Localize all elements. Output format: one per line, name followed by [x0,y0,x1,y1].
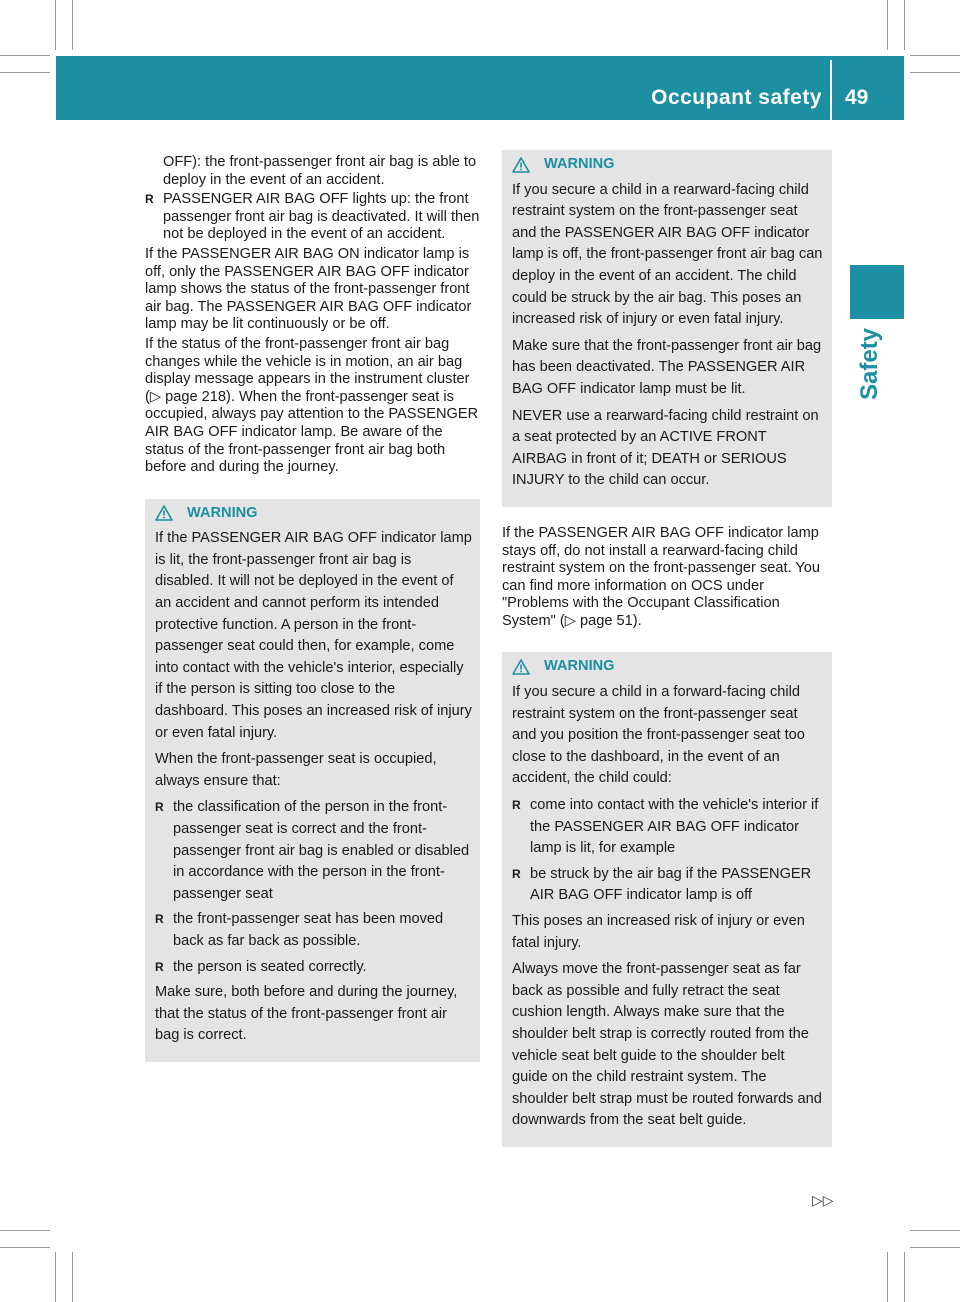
crop-mark [55,1252,56,1302]
warning-label: WARNING [187,504,258,521]
side-tab-label: Safety [856,327,883,400]
warning-label: WARNING [544,658,615,675]
crop-mark [910,1230,960,1231]
warning-heading [512,656,824,678]
list-item: R be struck by the air bag if the PASSENGER AIR BAG OFF indicator lamp is off [512,864,824,907]
paragraph: If the status of the front-passenger front air bag changes while the vehicle is in motion, an air bag display message appears in the instrument cluster (▷ page 218). When the front-passenger seat is occupied, always pay attention to the PASSENGER AIR BAG OFF indicator lamp. Be aware of the status of the front-passenger front air bag both before and during the journey. [145,335,479,476]
warning-triangle-icon [512,157,530,173]
warning-triangle-icon [512,659,530,675]
crop-mark [0,55,50,56]
list-item: R the person is seated correctly. [155,957,472,979]
paragraph: If the PASSENGER AIR BAG OFF indicator lamp stays off, do not install a rearward-facing child restraint system on the front-passenger seat. You can find more information on OCS under "Problems with the Occupant Classification System" (▷ page 51). [502,524,820,629]
warning-box [145,499,480,1062]
crop-mark [55,0,56,50]
continue-marker: ▷▷ [812,1192,834,1208]
warning-text: If you secure a child in a forward-facing child restraint system on the front-passenger seat and you position the front-passenger seat too close to the dashboard, in the event of an accident, the child could: [512,684,805,787]
crop-mark [0,1230,50,1231]
crop-mark [0,72,50,73]
crop-mark [904,0,905,50]
crop-mark [910,1247,960,1248]
warning-text: Make sure that the front-passenger front air bag has been deactivated. The PASSENGER AIR BAG OFF indicator lamp must be lit. [512,337,822,397]
section-title: Occupant safety [651,86,822,109]
crop-mark [72,0,73,50]
list-item: R the classification of the person in the front-passenger seat is correct and the front-passenger front air bag is enabled or disabled in accordance with the person in the front-passenger seat [155,797,472,905]
warning-triangle-icon [155,505,173,521]
header-separator [830,60,832,120]
warning-box [502,150,832,507]
warning-text: If you secure a child in a rearward-facing child restraint system on the front-passenger seat and the PASSENGER AIR BAG OFF indicator lamp is off, the front-passenger front air bag can deploy in the event of an accident. The child could be struck by the air bag. This poses an increased risk of injury or even fatal injury. [512,181,823,328]
warning-text: Make sure, both before and during the journey, that the status of the front-passenger front air bag is correct. [155,984,458,1044]
crop-mark [910,72,960,73]
right-column [502,154,832,1147]
list-item: R the front-passenger seat has been moved back as far back as possible. [155,909,472,952]
paragraph: If the PASSENGER AIR BAG ON indicator lamp is off, only the PASSENGER AIR BAG OFF indicator lamp shows the status of the front-passenger front air bag. The PASSENGER AIR BAG OFF indicator lamp may be lit continuously or be off. [145,245,472,333]
warning-heading [155,503,472,525]
list-item: R PASSENGER AIR BAG OFF lights up: the front passenger front air bag is deactivated. It will then not be deployed in the event of an accident. [145,191,480,244]
crop-mark [887,1252,888,1302]
warning-text: If the PASSENGER AIR BAG OFF indicator lamp is lit, the front-passenger front air bag is disabled. It will not be deployed in the event of an accident and cannot perform its intended protective function. A person in the front-passenger seat could then, for example, come into contact with the vehicle's interior, especially if the person is sitting too close to the dashboard. This poses an increased risk of injury or even fatal injury. [155,530,472,741]
warning-text: When the front-passenger seat is occupied, always ensure that: [155,751,437,789]
intro-continuation: OFF): the front-passenger front air bag is able to deploy in the event of an accident. [163,154,477,188]
crop-mark [904,1252,905,1302]
crop-mark [887,0,888,50]
warning-label: WARNING [544,156,615,172]
list-item: R come into contact with the vehicle's interior if the PASSENGER AIR BAG OFF indicator lamp is lit, for example [512,795,824,860]
page-number: 49 [845,86,869,109]
warning-text: This poses an increased risk of injury or even fatal injury. [512,913,805,951]
warning-text: Always move the front-passenger seat as far back as possible and fully retract the seat cushion length. Always make sure that the shoulder belt strap is correctly routed from the vehicle seat belt guide to the shoulder belt guide on the child restraint system. The shoulder belt strap must be routed forwards and downwards from the seat belt guide. [512,961,822,1129]
crop-mark [910,55,960,56]
warning-text: NEVER use a rearward-facing child restraint on a seat protected by an ACTIVE FRONT AIRBAG in front of it; DEATH or SERIOUS INJURY to the child can occur. [512,407,819,489]
warning-box [502,652,832,1146]
crop-mark [0,1247,50,1248]
crop-mark [72,1252,73,1302]
left-column [145,154,480,1062]
warning-heading [512,154,824,176]
